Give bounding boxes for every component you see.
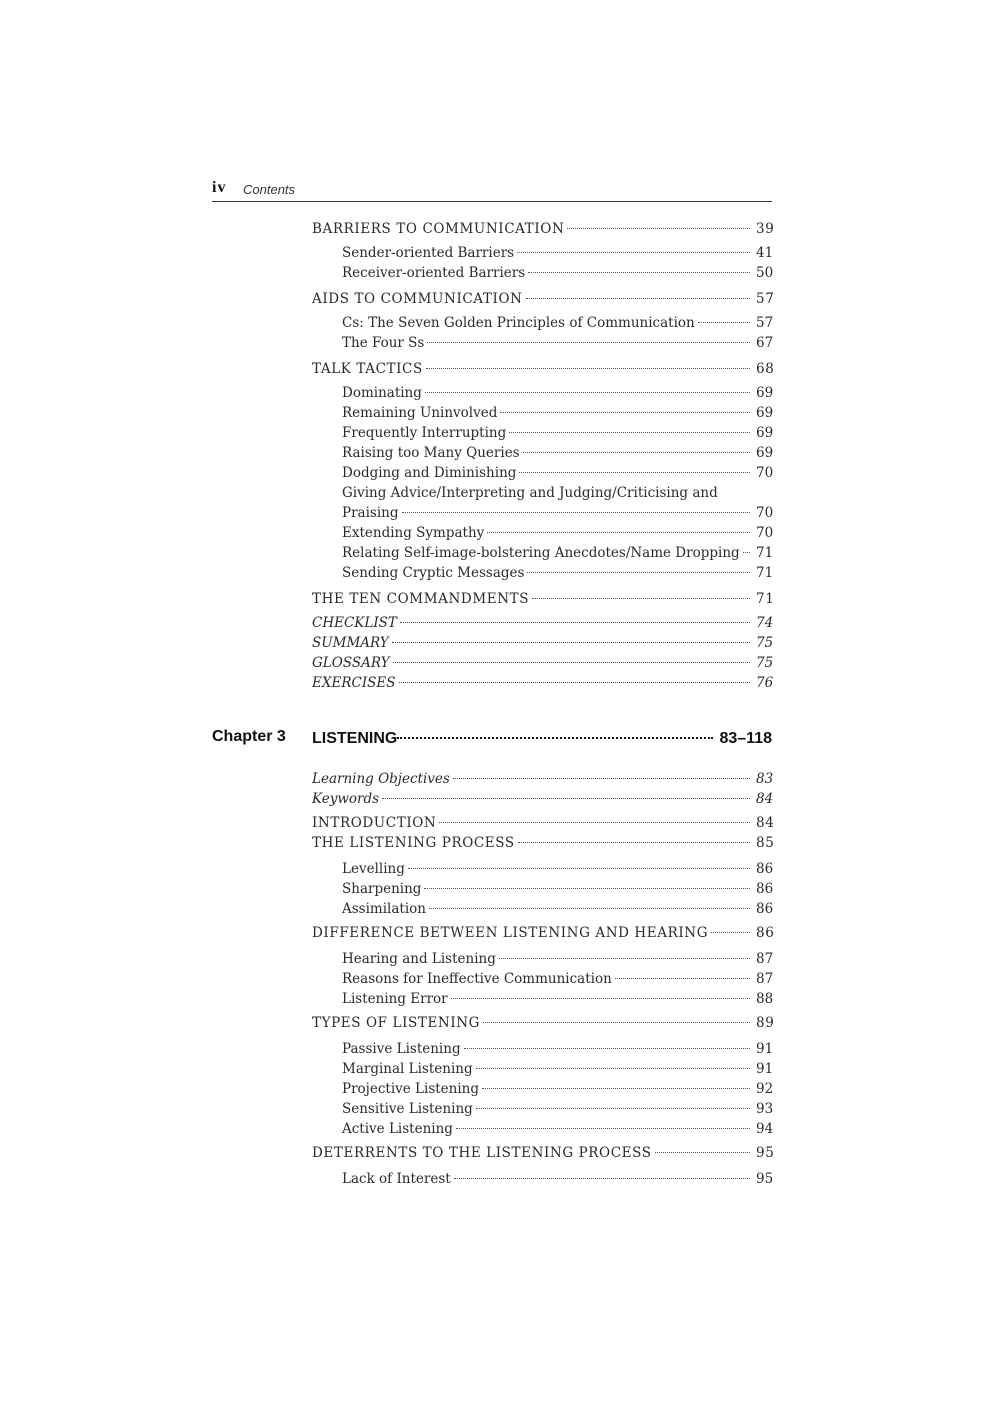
entry-title: Dominating xyxy=(342,385,422,401)
entry-page-number: 86 xyxy=(756,881,774,897)
entry-page-number: 70 xyxy=(756,465,774,481)
entry-title: Passive Listening xyxy=(342,1041,461,1057)
entry-title: Relating Self-image-bolstering Anecdotes/Name Dropping xyxy=(342,545,740,561)
entry-page-number: 69 xyxy=(756,425,774,441)
entry-page-number: 70 xyxy=(756,505,774,521)
chapter-heading xyxy=(212,728,772,750)
running-header xyxy=(212,179,772,202)
entry-page-number: 70 xyxy=(756,525,774,541)
entry-page-number: 91 xyxy=(756,1061,774,1077)
chapter-pages: 83–118 xyxy=(719,730,772,747)
dot-leader xyxy=(425,392,750,393)
toc-entry-wrapped[interactable]: Giving Advice/Interpreting and Judging/Criticising and xyxy=(342,485,718,501)
entry-title: Marginal Listening xyxy=(342,1061,473,1077)
dot-leader xyxy=(424,888,750,889)
toc-subsection-entry[interactable] xyxy=(342,989,772,1009)
dot-leader xyxy=(499,958,750,959)
toc-subsection-entry[interactable] xyxy=(342,463,772,483)
dot-leader xyxy=(399,682,751,683)
entry-title: Projective Listening xyxy=(342,1081,480,1097)
entry-page-number: 93 xyxy=(756,1101,774,1117)
entry-page-number: 95 xyxy=(756,1171,774,1187)
entry-title: Active Listening xyxy=(342,1121,453,1137)
entry-page-number: 94 xyxy=(756,1121,774,1137)
entry-page-number: 85 xyxy=(756,835,775,851)
entry-page-number: 91 xyxy=(756,1041,774,1057)
toc-subsection-entry[interactable] xyxy=(342,383,772,403)
entry-title: THE TEN COMMANDMENTS xyxy=(312,591,530,607)
dot-leader xyxy=(532,598,750,599)
toc-subsection-entry[interactable] xyxy=(342,969,772,989)
page-number: iv xyxy=(212,179,227,196)
toc-section-entry[interactable] xyxy=(312,219,775,239)
entry-title: BARRIERS TO COMMUNICATION xyxy=(312,221,565,237)
dot-leader xyxy=(527,572,750,573)
chapter-title-row[interactable] xyxy=(312,728,772,750)
toc-section-entry[interactable] xyxy=(312,923,775,943)
dot-leader xyxy=(429,908,750,909)
entry-title: TALK TACTICS xyxy=(312,361,423,377)
toc-section-entry[interactable] xyxy=(312,673,772,693)
entry-page-number: 92 xyxy=(756,1081,774,1097)
entry-page-number: 71 xyxy=(756,565,774,581)
entry-title: Praising xyxy=(342,505,399,521)
toc-section-entry[interactable] xyxy=(312,653,772,673)
dot-leader xyxy=(655,1152,750,1153)
entry-title: Frequently Interrupting xyxy=(342,425,507,441)
toc-section-entry[interactable] xyxy=(312,289,775,309)
dot-leader xyxy=(567,228,750,229)
entry-page-number: 89 xyxy=(756,1015,775,1031)
entry-title: The Four Ss xyxy=(342,335,425,351)
toc-subsection-entry[interactable] xyxy=(342,263,772,283)
toc-subsection-entry[interactable] xyxy=(342,949,772,969)
toc-section-entry[interactable] xyxy=(312,589,775,609)
entry-title: Hearing and Listening xyxy=(342,951,496,967)
entry-title: Extending Sympathy xyxy=(342,525,485,541)
dot-leader xyxy=(402,512,751,513)
toc-subsection-entry[interactable] xyxy=(342,243,772,263)
dot-leader xyxy=(408,868,750,869)
entry-page-number: 76 xyxy=(756,675,774,691)
entry-page-number: 75 xyxy=(756,635,774,651)
entry-page-number: 74 xyxy=(756,615,774,631)
entry-title: GLOSSARY xyxy=(312,655,390,671)
dot-leader xyxy=(487,532,750,533)
dot-leader xyxy=(476,1068,750,1069)
dot-leader xyxy=(509,432,750,433)
entry-title: DETERRENTS TO THE LISTENING PROCESS xyxy=(312,1145,652,1161)
entry-page-number: 69 xyxy=(756,385,774,401)
dot-leader xyxy=(615,978,750,979)
toc-subsection-entry[interactable] xyxy=(342,563,772,583)
entry-title: Learning Objectives xyxy=(312,771,450,787)
toc-section-entry[interactable] xyxy=(312,1013,775,1033)
entry-page-number: 50 xyxy=(756,265,774,281)
toc-section-entry[interactable] xyxy=(312,633,772,653)
entry-page-number: 87 xyxy=(756,951,774,967)
entry-page-number: 68 xyxy=(756,361,775,377)
entry-title: SUMMARY xyxy=(312,635,389,651)
entry-page-number: 86 xyxy=(756,861,774,877)
dot-leader xyxy=(698,322,750,323)
entry-page-number: 69 xyxy=(756,445,774,461)
entry-title: Sharpening xyxy=(342,881,422,897)
dot-leader xyxy=(464,1048,750,1049)
entry-page-number: 57 xyxy=(756,291,775,307)
entry-page-number: 86 xyxy=(756,901,774,917)
entry-title: Raising too Many Queries xyxy=(342,445,520,461)
dot-leader xyxy=(526,298,750,299)
toc-subsection-entry[interactable] xyxy=(342,1099,772,1119)
dot-leader xyxy=(476,1108,750,1109)
toc-subsection-entry[interactable] xyxy=(342,1039,772,1059)
dot-leader xyxy=(439,822,750,823)
dot-leader xyxy=(523,452,750,453)
toc-subsection-entry[interactable] xyxy=(342,543,772,563)
entry-page-number: 67 xyxy=(756,335,774,351)
entry-title: Cs: The Seven Golden Principles of Communication xyxy=(342,315,695,331)
entry-title: INTRODUCTION xyxy=(312,815,437,831)
entry-title: EXERCISES xyxy=(312,675,396,691)
toc-section-entry[interactable] xyxy=(312,769,772,789)
toc-subsection-entry[interactable] xyxy=(342,1169,772,1189)
entry-title: Reasons for Ineffective Communication xyxy=(342,971,612,987)
dot-leader xyxy=(453,778,750,779)
toc-subsection-entry[interactable] xyxy=(342,523,772,543)
entry-page-number: 95 xyxy=(756,1145,775,1161)
toc-subsection-entry[interactable] xyxy=(342,423,772,443)
toc-subsection-entry[interactable] xyxy=(342,1079,772,1099)
entry-title: Sender-oriented Barriers xyxy=(342,245,515,261)
toc-subsection-entry[interactable] xyxy=(342,503,772,523)
entry-page-number: 88 xyxy=(756,991,774,1007)
dot-leader xyxy=(427,342,750,343)
dot-leader xyxy=(518,842,750,843)
entry-title: Levelling xyxy=(342,861,405,877)
running-title: Contents xyxy=(243,182,296,197)
entry-page-number: 83 xyxy=(756,771,774,787)
entry-page-number: 69 xyxy=(756,405,774,421)
entry-title: TYPES OF LISTENING xyxy=(312,1015,481,1031)
chapter-title: LISTENING xyxy=(312,730,398,747)
entry-title: Listening Error xyxy=(342,991,448,1007)
toc-subsection-entry[interactable] xyxy=(342,333,772,353)
dot-leader xyxy=(500,412,750,413)
toc-subsection-entry[interactable] xyxy=(342,443,772,463)
entry-title: Remaining Uninvolved xyxy=(342,405,498,421)
entry-page-number: 71 xyxy=(756,591,775,607)
toc-section-entry[interactable] xyxy=(312,833,775,853)
entry-title: Keywords xyxy=(312,791,380,807)
toc-subsection-entry[interactable] xyxy=(342,899,772,919)
entry-title: Dodging and Diminishing xyxy=(342,465,517,481)
toc-section-entry[interactable] xyxy=(312,813,775,833)
dot-leader xyxy=(456,1128,750,1129)
entry-page-number: 84 xyxy=(756,791,774,807)
dot-leader xyxy=(382,798,750,799)
toc-subsection-entry[interactable] xyxy=(342,403,772,423)
entry-title: Lack of Interest xyxy=(342,1171,451,1187)
toc-subsection-entry[interactable] xyxy=(342,313,772,333)
entry-page-number: 41 xyxy=(756,245,774,261)
entry-page-number: 84 xyxy=(756,815,775,831)
dot-leader xyxy=(528,272,750,273)
chapter-label: Chapter 3 xyxy=(212,728,286,745)
dot-leader xyxy=(519,472,750,473)
entry-title: THE LISTENING PROCESS xyxy=(312,835,515,851)
entry-page-number: 87 xyxy=(756,971,774,987)
entry-page-number: 39 xyxy=(756,221,775,237)
entry-title: Sending Cryptic Messages xyxy=(342,565,525,581)
entry-title: Assimilation xyxy=(342,901,426,917)
entry-title: Sensitive Listening xyxy=(342,1101,473,1117)
dot-leader xyxy=(392,642,750,643)
dot-leader xyxy=(397,737,713,739)
dot-leader xyxy=(743,552,750,553)
entry-title: CHECKLIST xyxy=(312,615,397,631)
entry-page-number: 75 xyxy=(756,655,774,671)
toc-subsection-entry[interactable] xyxy=(342,1119,772,1139)
entry-page-number: 57 xyxy=(756,315,774,331)
dot-leader xyxy=(400,622,750,623)
dot-leader xyxy=(451,998,750,999)
entry-title: AIDS TO COMMUNICATION xyxy=(312,291,523,307)
entry-title: DIFFERENCE BETWEEN LISTENING AND HEARING xyxy=(312,925,709,941)
toc-subsection-entry[interactable] xyxy=(342,1059,772,1079)
dot-leader xyxy=(426,368,750,369)
toc-section-entry[interactable] xyxy=(312,613,772,633)
toc-subsection-entry[interactable] xyxy=(342,879,772,899)
dot-leader xyxy=(393,662,751,663)
dot-leader xyxy=(483,1022,750,1023)
toc-subsection-entry[interactable] xyxy=(342,859,772,879)
dot-leader xyxy=(517,252,750,253)
toc-section-entry[interactable] xyxy=(312,1143,775,1163)
entry-title: Receiver-oriented Barriers xyxy=(342,265,526,281)
toc-section-entry[interactable] xyxy=(312,789,772,809)
dot-leader xyxy=(482,1088,750,1089)
toc-section-entry[interactable] xyxy=(312,359,775,379)
entry-page-number: 86 xyxy=(756,925,775,941)
dot-leader xyxy=(454,1178,750,1179)
entry-page-number: 71 xyxy=(756,545,774,561)
dot-leader xyxy=(711,932,750,933)
